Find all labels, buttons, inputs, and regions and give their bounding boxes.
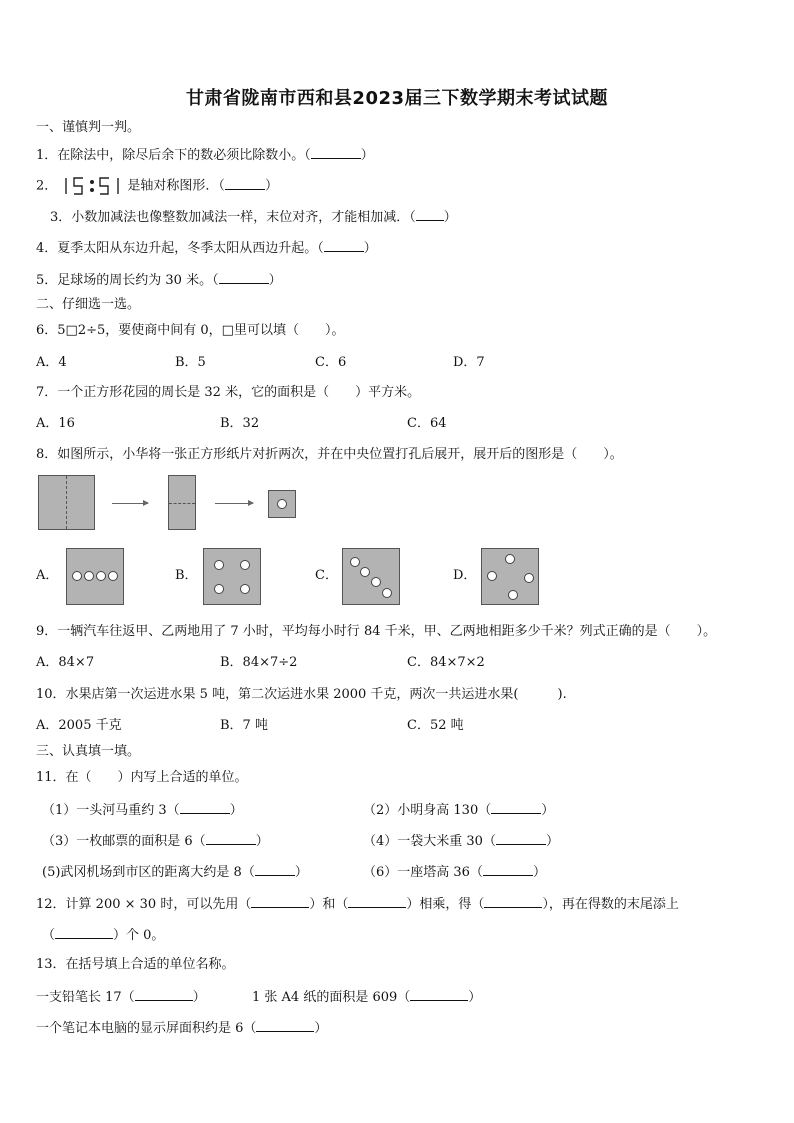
question-11-item-2: （2）小明身高 130（ ） bbox=[363, 803, 555, 818]
answer-blank[interactable] bbox=[206, 832, 256, 845]
option-c[interactable]: C．64 bbox=[407, 416, 447, 431]
answer-blank[interactable] bbox=[491, 801, 541, 814]
option-b[interactable]: B．5 bbox=[175, 355, 206, 370]
option-b[interactable]: B．84×7÷2 bbox=[220, 655, 298, 670]
answer-blank[interactable] bbox=[219, 271, 269, 284]
question-7: 7．一个正方形花园的周长是 32 米，它的面积是（ ）平方米。 bbox=[36, 385, 421, 400]
option-a[interactable]: A． bbox=[36, 568, 59, 583]
answer-blank[interactable] bbox=[256, 1019, 314, 1032]
question-8: 8．如图所示，小华将一张正方形纸片对折两次，并在中央位置打孔后展开，展开后的图形是（ ）。 bbox=[36, 447, 623, 462]
hole-icon bbox=[96, 571, 106, 581]
hole-icon bbox=[371, 577, 381, 587]
question-2: 2． 是轴对称图形．（ ） bbox=[36, 176, 278, 196]
option-c[interactable]: C．6 bbox=[315, 355, 347, 370]
answer-blank[interactable] bbox=[348, 895, 406, 908]
answer-blank[interactable] bbox=[225, 177, 265, 190]
punched-paper-figure bbox=[268, 490, 296, 518]
digital-clock-figure bbox=[63, 176, 125, 196]
answer-blank[interactable] bbox=[496, 832, 546, 845]
question-13-item-3: 一个笔记本电脑的显示屏面积约是 6（ ） bbox=[36, 1021, 328, 1036]
option-a[interactable]: A．84×7 bbox=[36, 655, 95, 670]
question-10: 10．水果店第一次运进水果 5 吨，第二次运进水果 2000 千克，两次一共运进水果( ). bbox=[36, 687, 567, 702]
fold-line bbox=[66, 476, 67, 529]
hole-icon bbox=[350, 557, 360, 567]
option-a[interactable]: A．2005 千克 bbox=[36, 718, 122, 733]
folded-paper-figure bbox=[168, 475, 196, 530]
page-title: 甘肃省陇南市西和县2023届三下数学期末考试试题 bbox=[185, 88, 609, 109]
paper-square-figure bbox=[38, 475, 95, 530]
fold-line bbox=[169, 503, 195, 504]
answer-blank[interactable] bbox=[55, 926, 113, 939]
section-heading-3: 三、认真填一填。 bbox=[36, 744, 141, 759]
option-d[interactable]: D．7 bbox=[453, 355, 485, 370]
question-13: 13．在括号填上合适的单位名称。 bbox=[36, 957, 235, 972]
option-c[interactable]: C．84×7×2 bbox=[407, 655, 485, 670]
question-11-item-5: (5)武冈机场到市区的距离大约是 8（ ） bbox=[42, 865, 308, 880]
question-11-item-4: （4）一袋大米重 30（ ） bbox=[363, 834, 559, 849]
answer-blank[interactable] bbox=[251, 895, 309, 908]
option-d[interactable]: D． bbox=[453, 568, 477, 583]
hole-icon bbox=[360, 567, 370, 577]
hole-icon bbox=[382, 588, 392, 598]
option-a-figure[interactable] bbox=[66, 548, 124, 605]
question-5: 5．足球场的周长约为 30 米。（ ） bbox=[36, 273, 282, 288]
option-a[interactable]: A．4 bbox=[36, 355, 67, 370]
hole-icon bbox=[72, 571, 82, 581]
answer-blank[interactable] bbox=[484, 895, 542, 908]
question-1: 1．在除法中，除尽后余下的数必须比除数小。（ ） bbox=[36, 148, 374, 163]
question-11-item-3: （3）一枚邮票的面积是 6（ ） bbox=[42, 834, 269, 849]
arrow-icon bbox=[215, 503, 253, 504]
hole-icon bbox=[505, 554, 515, 564]
question-12-continued: （ ）个 0。 bbox=[42, 928, 165, 943]
answer-blank[interactable] bbox=[311, 146, 361, 159]
question-11: 11．在（ ）内写上合适的单位。 bbox=[36, 770, 248, 785]
answer-blank[interactable] bbox=[416, 208, 444, 221]
hole-icon bbox=[214, 584, 224, 594]
option-c-figure[interactable] bbox=[342, 548, 400, 605]
hole-icon bbox=[240, 584, 250, 594]
section-heading-2: 二、仔细选一选。 bbox=[36, 297, 141, 312]
question-11-item-1: （1）一头河马重约 3（ ） bbox=[42, 803, 243, 818]
hole-icon bbox=[487, 571, 497, 581]
question-11-item-6: （6）一座塔高 36（ ） bbox=[363, 865, 546, 880]
question-6: 6．5□2÷5，要使商中间有 0，□里可以填（ ）。 bbox=[36, 323, 345, 338]
question-12: 12．计算 200 × 30 时，可以先用（ ）和（ ）相乘，得（ ），再在得数的末尾添上 bbox=[36, 897, 679, 912]
hole-icon bbox=[240, 560, 250, 570]
hole-icon bbox=[524, 573, 534, 583]
question-4: 4．夏季太阳从东边升起，冬季太阳从西边升起。（ ） bbox=[36, 241, 377, 256]
option-c[interactable]: C． bbox=[315, 568, 338, 583]
answer-blank[interactable] bbox=[410, 988, 468, 1001]
question-13-item-2: 1 张 A4 纸的面积是 609（ ） bbox=[252, 990, 482, 1005]
question-13-item-1: 一支铅笔长 17（ ） bbox=[36, 990, 206, 1005]
option-c[interactable]: C．52 吨 bbox=[407, 718, 464, 733]
hole-icon bbox=[108, 571, 118, 581]
option-d-figure[interactable] bbox=[481, 548, 539, 605]
option-b[interactable]: B．32 bbox=[220, 416, 260, 431]
option-b-figure[interactable] bbox=[203, 548, 261, 605]
option-b[interactable]: B． bbox=[175, 568, 198, 583]
answer-blank[interactable] bbox=[180, 801, 230, 814]
answer-blank[interactable] bbox=[135, 988, 193, 1001]
option-a[interactable]: A．16 bbox=[36, 416, 75, 431]
answer-blank[interactable] bbox=[324, 239, 364, 252]
section-heading-1: 一、谨慎判一判。 bbox=[36, 120, 141, 135]
option-b[interactable]: B．7 吨 bbox=[220, 718, 268, 733]
question-9: 9．一辆汽车往返甲、乙两地用了 7 小时，平均每小时行 84 千米，甲、乙两地相距多少千米？列式正确的是（ ）。 bbox=[36, 624, 717, 639]
hole-icon bbox=[508, 590, 518, 600]
hole-icon bbox=[277, 499, 287, 509]
question-3: 3．小数加减法也像整数加减法一样，末位对齐，才能相加减．（ ） bbox=[50, 210, 457, 225]
answer-blank[interactable] bbox=[255, 863, 295, 876]
hole-icon bbox=[84, 571, 94, 581]
arrow-icon bbox=[112, 503, 148, 504]
hole-icon bbox=[214, 560, 224, 570]
answer-blank[interactable] bbox=[483, 863, 533, 876]
